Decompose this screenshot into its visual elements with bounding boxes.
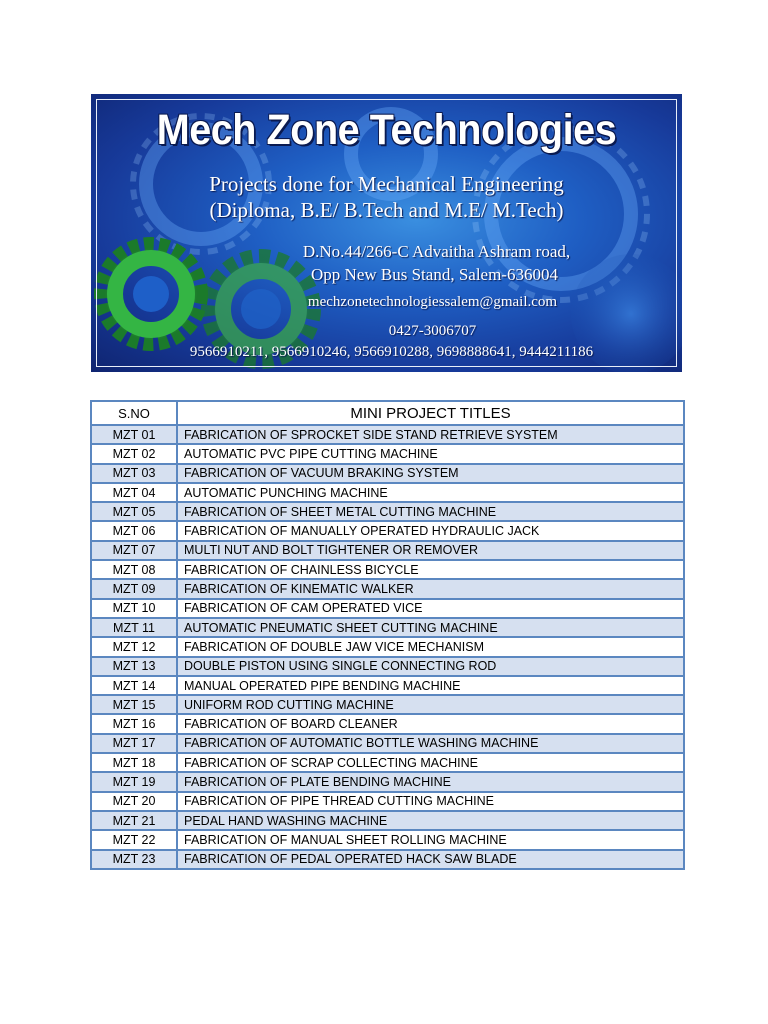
project-code: MZT 05 (91, 502, 177, 521)
project-code: MZT 20 (91, 792, 177, 811)
project-code: MZT 01 (91, 425, 177, 444)
project-code: MZT 06 (91, 521, 177, 540)
project-title: AUTOMATIC PUNCHING MACHINE (177, 483, 684, 502)
project-title: FABRICATION OF PEDAL OPERATED HACK SAW BLADE (177, 850, 684, 869)
table-row (91, 425, 684, 444)
project-title: FABRICATION OF CHAINLESS BICYCLE (177, 560, 684, 579)
table-row (91, 599, 684, 618)
project-code: MZT 04 (91, 483, 177, 502)
table-row (91, 541, 684, 560)
project-title: FABRICATION OF PIPE THREAD CUTTING MACHINE (177, 792, 684, 811)
table-row (91, 521, 684, 540)
table-row (91, 657, 684, 676)
table-row (91, 676, 684, 695)
table-row (91, 714, 684, 733)
project-title: FABRICATION OF CAM OPERATED VICE (177, 599, 684, 618)
project-title: MANUAL OPERATED PIPE BENDING MACHINE (177, 676, 684, 695)
project-code: MZT 19 (91, 772, 177, 791)
sno-header: S.NO (91, 401, 177, 425)
table-row (91, 792, 684, 811)
table-row (91, 502, 684, 521)
project-title: AUTOMATIC PNEUMATIC SHEET CUTTING MACHINE (177, 618, 684, 637)
project-title: FABRICATION OF SCRAP COLLECTING MACHINE (177, 753, 684, 772)
project-title: FABRICATION OF DOUBLE JAW VICE MECHANISM (177, 637, 684, 656)
project-code: MZT 07 (91, 541, 177, 560)
table-row (91, 734, 684, 753)
table-row (91, 464, 684, 483)
table-row (91, 772, 684, 791)
contact-landline: 0427-3006707 (388, 323, 477, 339)
project-title: FABRICATION OF SPROCKET SIDE STAND RETRIEVE SYSTEM (177, 425, 684, 444)
table-row (91, 830, 684, 849)
table-row (91, 811, 684, 830)
table-header-row (91, 401, 684, 425)
banner-subtitle-degrees: (Diploma, B.E/ B.Tech and M.E/ M.Tech) (209, 198, 564, 222)
table-row (91, 753, 684, 772)
project-code: MZT 23 (91, 850, 177, 869)
company-name: Mech Zone Technologies (156, 106, 617, 154)
company-banner (91, 94, 682, 372)
project-code: MZT 18 (91, 753, 177, 772)
project-title: AUTOMATIC PVC PIPE CUTTING MACHINE (177, 444, 684, 463)
project-code: MZT 16 (91, 714, 177, 733)
project-title: FABRICATION OF MANUAL SHEET ROLLING MACHINE (177, 830, 684, 849)
project-code: MZT 02 (91, 444, 177, 463)
title-header: MINI PROJECT TITLES (177, 401, 684, 425)
project-title: FABRICATION OF BOARD CLEANER (177, 714, 684, 733)
table-row (91, 483, 684, 502)
project-code: MZT 11 (91, 618, 177, 637)
table-row (91, 850, 684, 869)
project-code: MZT 13 (91, 657, 177, 676)
project-title: FABRICATION OF SHEET METAL CUTTING MACHINE (177, 502, 684, 521)
project-title: PEDAL HAND WASHING MACHINE (177, 811, 684, 830)
project-code: MZT 08 (91, 560, 177, 579)
project-code: MZT 21 (91, 811, 177, 830)
project-code: MZT 17 (91, 734, 177, 753)
project-title: FABRICATION OF KINEMATIC WALKER (177, 579, 684, 598)
table-row (91, 618, 684, 637)
address-line-1: D.No.44/266-C Advaitha Ashram road, (302, 242, 571, 261)
project-code: MZT 09 (91, 579, 177, 598)
project-title: FABRICATION OF AUTOMATIC BOTTLE WASHING MACHINE (177, 734, 684, 753)
project-title: FABRICATION OF MANUALLY OPERATED HYDRAULIC JACK (177, 521, 684, 540)
project-title: FABRICATION OF VACUUM BRAKING SYSTEM (177, 464, 684, 483)
project-title: DOUBLE PISTON USING SINGLE CONNECTING ROD (177, 657, 684, 676)
address-line-2: Opp New Bus Stand, Salem-636004 (311, 265, 558, 284)
project-title: FABRICATION OF PLATE BENDING MACHINE (177, 772, 684, 791)
project-titles-table (90, 400, 685, 870)
table-row (91, 560, 684, 579)
contact-email: mechzonetechnologiessalem@gmail.com (307, 294, 558, 310)
banner-subtitle: Projects done for Mechanical Engineering (209, 172, 564, 196)
project-title: MULTI NUT AND BOLT TIGHTENER OR REMOVER (177, 541, 684, 560)
table-row (91, 444, 684, 463)
project-code: MZT 15 (91, 695, 177, 714)
project-title: UNIFORM ROD CUTTING MACHINE (177, 695, 684, 714)
project-code: MZT 14 (91, 676, 177, 695)
project-code: MZT 10 (91, 599, 177, 618)
project-code: MZT 12 (91, 637, 177, 656)
project-code: MZT 03 (91, 464, 177, 483)
table-row (91, 637, 684, 656)
table-row (91, 695, 684, 714)
table-row (91, 579, 684, 598)
project-code: MZT 22 (91, 830, 177, 849)
contact-mobiles: 9566910211, 9566910246, 9566910288, 9698888641, 9444211186 (189, 344, 594, 360)
